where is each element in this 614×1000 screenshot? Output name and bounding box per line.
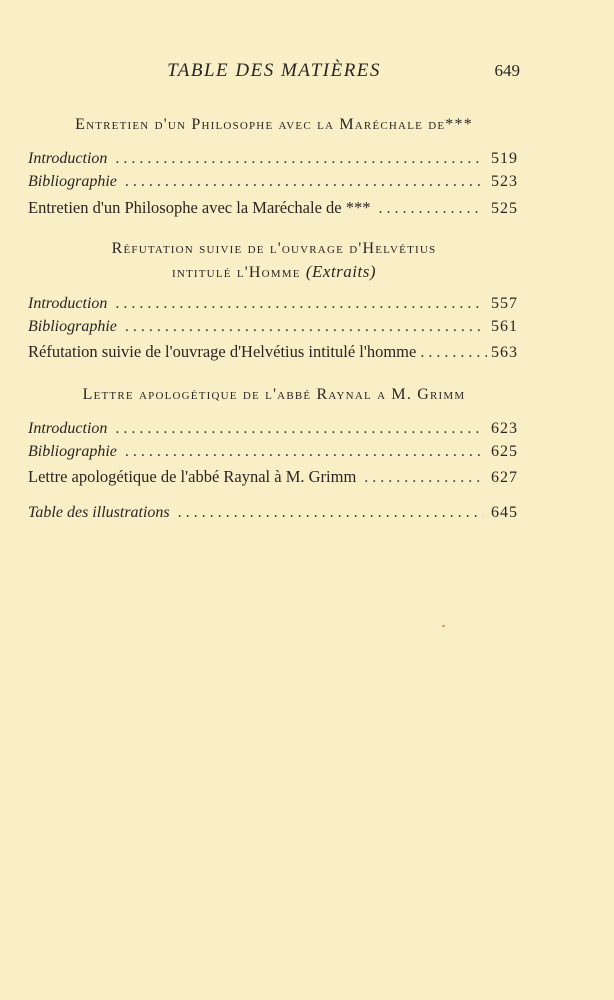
toc-entry-page: 525 — [491, 200, 518, 217]
page-number: 649 — [494, 61, 520, 80]
toc-entry-label: Lettre apologétique de l'abbé Raynal à M. Grimm — [28, 467, 357, 486]
section-heading: Réfutation suivie de l'ouvrage d'Helvétius — [111, 240, 437, 257]
paper-speck — [442, 625, 445, 627]
toc-entry-label: Bibliographie — [28, 443, 117, 460]
toc-entry[interactable] — [28, 150, 518, 174]
toc-entry[interactable] — [28, 342, 518, 366]
section-heading-italic: (Extraits) — [305, 262, 377, 281]
toc-entry-label: Introduction — [28, 150, 108, 167]
toc-entry-label: Réfutation suivie de l'ouvrage d'Helvétius intitulé l'homme — [28, 342, 417, 361]
toc-entry-label: Entretien d'un Philosophe avec la Maréchale de *** — [28, 198, 371, 217]
toc-entry-page: 623 — [491, 420, 518, 437]
toc-entry[interactable] — [28, 420, 518, 444]
dot-leader — [420, 344, 487, 362]
toc-entry[interactable] — [28, 318, 518, 342]
dot-leader — [378, 200, 483, 218]
toc-entry-label: Introduction — [28, 295, 108, 312]
dot-leader — [364, 469, 483, 487]
toc-entry-page: 561 — [491, 318, 518, 335]
toc-entry[interactable] — [28, 295, 518, 319]
toc-entry-label: Bibliographie — [28, 318, 117, 335]
toc-entry-page: 627 — [491, 469, 518, 486]
dot-leader — [125, 443, 483, 461]
toc-entry[interactable] — [28, 504, 518, 528]
section-heading: Lettre apologétique de l'abbé Raynal a M. Grimm — [82, 386, 466, 403]
dot-leader — [125, 318, 483, 336]
toc-entry-page: 625 — [491, 443, 518, 460]
toc-entry-label: Table des illustrations — [28, 504, 170, 521]
toc-entry[interactable] — [28, 443, 518, 467]
toc-entry-page: 563 — [491, 344, 518, 361]
toc-entry-page: 519 — [491, 150, 518, 167]
toc-entry-label: Bibliographie — [28, 173, 117, 190]
dot-leader — [178, 504, 483, 522]
dot-leader — [115, 150, 483, 168]
dot-leader — [125, 173, 483, 191]
running-title: TABLE DES MATIÈRES — [167, 60, 381, 81]
section-heading-text: intitulé l'Homme — [171, 264, 301, 281]
section-heading: Entretien d'un Philosophe avec la Maréchale de*** — [75, 116, 473, 133]
toc-entry[interactable] — [28, 467, 518, 491]
toc-entry-page: 523 — [491, 173, 518, 190]
dot-leader — [115, 420, 483, 438]
running-head — [28, 60, 520, 84]
toc-entry[interactable] — [28, 173, 518, 197]
section-heading-line2 — [28, 262, 520, 282]
toc-entry-page: 557 — [491, 295, 518, 312]
toc-entry-page: 645 — [491, 504, 518, 521]
toc-entry-label: Introduction — [28, 420, 108, 437]
dot-leader — [115, 295, 483, 313]
toc-entry[interactable] — [28, 198, 518, 222]
